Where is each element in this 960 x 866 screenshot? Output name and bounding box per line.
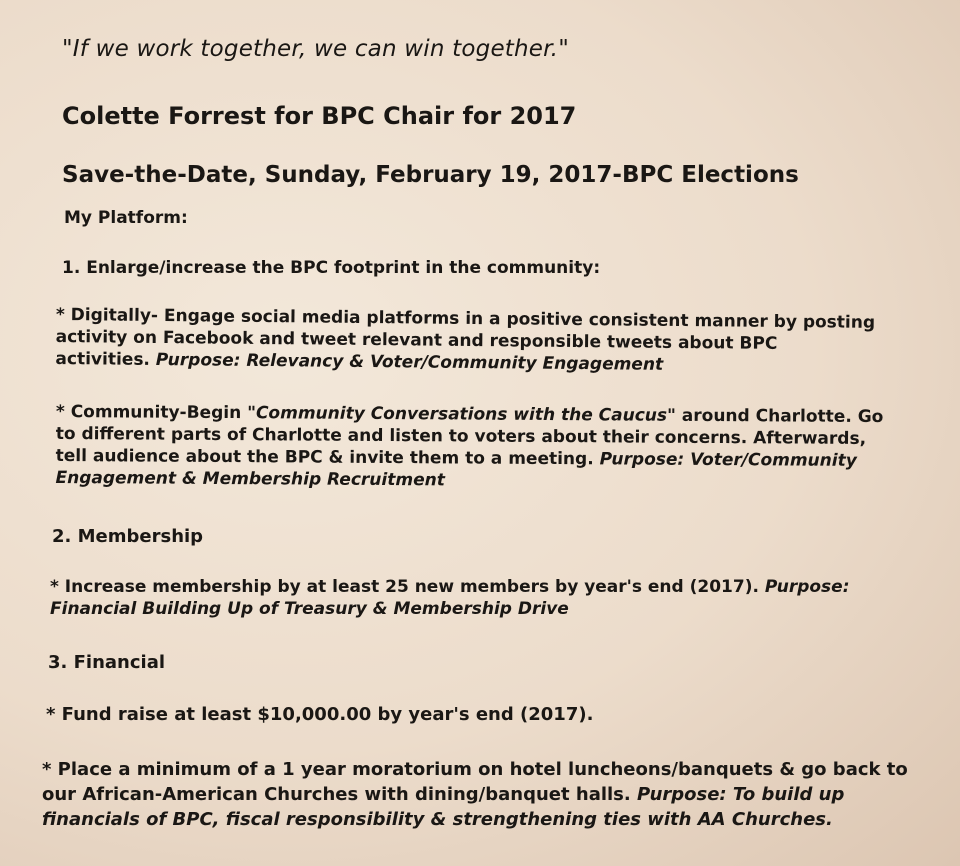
community-paragraph [55,401,883,494]
community-conversations-title: "Community Conversations with the Caucus" [247,403,676,426]
community-line-2: to different parts of Charlotte and listen to voters about their concerns. Afterwards, [55,423,867,449]
community-line-1-text: * Community-Begin [55,401,248,424]
community-line-3-text: tell audience about the BPC & invite them to a meeting. [55,445,600,470]
digital-line-2: activity on Facebook and tweet relevant and responsible tweets about BPC [55,326,778,354]
digital-purpose: Purpose: Relevancy & Voter/Community Engagement [155,349,664,375]
moratorium-line-2 [42,782,908,807]
digital-line-3-text: activities. [55,348,156,370]
page-title: Colette Forrest for BPC Chair for 2017 [62,102,577,130]
section-3-heading: 3. Financial [48,652,166,673]
section-2-heading: 2. Membership [52,526,204,547]
digital-line-1: * Digitally- Engage social media platforms in a positive consistent manner by posting [55,304,876,333]
platform-heading: My Platform: [64,208,188,228]
membership-line-1 [50,576,850,598]
membership-line-1-text: * Increase membership by at least 25 new members by year's end (2017). [50,577,765,597]
moratorium-paragraph [42,757,908,832]
membership-paragraph [50,576,850,620]
moratorium-line-2-text: our African-American Churches with dining/banquet halls. [42,784,638,805]
digital-paragraph [55,304,875,378]
moratorium-line-1: * Place a minimum of a 1 year moratorium on hotel luncheons/banquets & go back to [42,759,908,780]
community-line-1-rest: around Charlotte. Go [675,405,884,428]
community-line-4: Engagement & Membership Recruitment [55,467,445,491]
section-1-heading: 1. Enlarge/increase the BPC footprint in the community: [62,258,601,278]
fundraise-paragraph [46,704,593,726]
save-the-date: Save-the-Date, Sunday, February 19, 2017-BPC Elections [62,162,799,188]
moratorium-purpose: Purpose: To build up [637,784,845,805]
membership-line-2: Financial Building Up of Treasury & Membership Drive [50,599,569,619]
membership-purpose-label: Purpose: [764,577,850,597]
community-purpose: Purpose: Voter/Community [599,449,857,471]
fundraise-line: * Fund raise at least $10,000.00 by year's end (2017). [46,704,594,725]
moratorium-line-3: financials of BPC, fiscal responsibility & strengthening ties with AA Churches. [42,809,833,830]
campaign-quote: "If we work together, we can win together." [62,36,569,62]
